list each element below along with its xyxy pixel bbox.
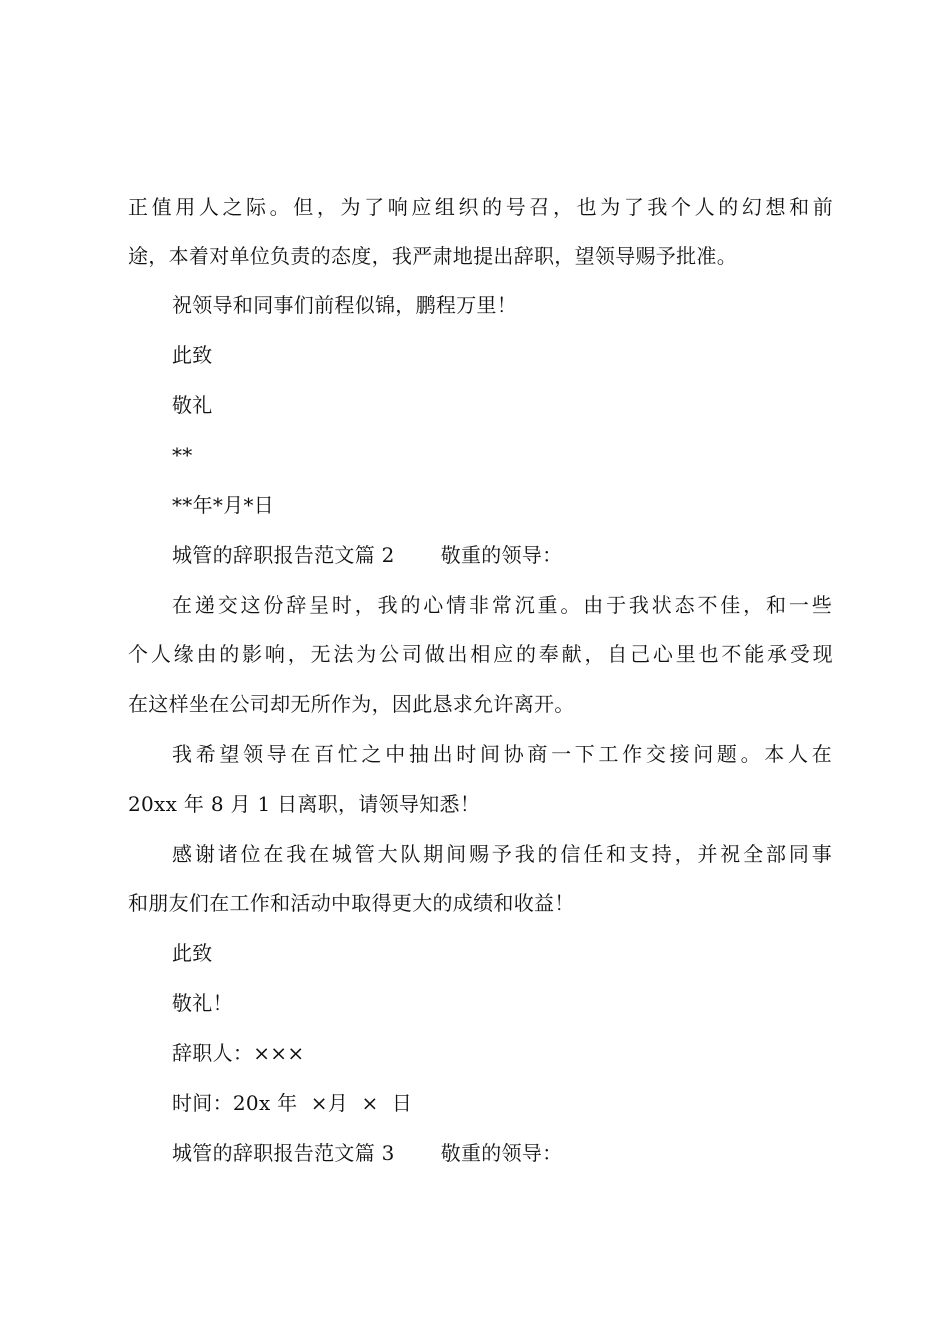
paragraph-2-line-1: 在递交这份辞呈时，我的心情非常沉重。由于我状态不佳，和一些 (172, 593, 832, 617)
closing-2: 此致 (172, 941, 213, 965)
paragraph-4-line-2: 和朋友们在工作和活动中取得更大的成绩和收益！ (128, 891, 575, 915)
salute-2: 敬礼！ (172, 991, 233, 1015)
wish-line: 祝领导和同事们前程似锦，鹏程万里！ (172, 293, 518, 317)
paragraph-3-line-1: 我希望领导在百忙之中抽出时间协商一下工作交接问题。本人在 (172, 742, 832, 766)
section-3-greeting: 敬重的领导： (440, 1141, 563, 1165)
paragraph-3-line-2: 20xx 年 8 月 1 日离职，请领导知悉！ (128, 792, 481, 816)
date-1: **年*月*日 (172, 493, 275, 517)
paragraph-1-line-1: 正值用人之际。但，为了响应组织的号召，也为了我个人的幻想和前 (128, 195, 833, 219)
signature-1: ** (172, 443, 193, 467)
paragraph-1-line-2: 途，本着对单位负责的态度，我严肃地提出辞职，望领导赐予批准。 (128, 244, 737, 268)
paragraph-2-line-3: 在这样坐在公司却无所作为，因此恳求允许离开。 (128, 692, 575, 716)
time-line: 时间：20x 年 ×月 × 日 (172, 1091, 413, 1115)
closing-1: 此致 (172, 343, 213, 367)
section-3-heading (172, 1139, 832, 1167)
section-2-greeting: 敬重的领导： (440, 543, 563, 567)
resigner-line: 辞职人：××× (172, 1041, 305, 1065)
section-3-title: 城管的辞职报告范文篇 3 (172, 1141, 395, 1165)
paragraph-2-line-2: 个人缘由的影响，无法为公司做出相应的奉献，自己心里也不能承受现 (128, 642, 833, 666)
salute-1: 敬礼 (172, 393, 213, 417)
paragraph-4-line-1: 感谢诸位在我在城管大队期间赐予我的信任和支持，并祝全部同事 (172, 842, 832, 866)
section-2-heading (172, 541, 832, 569)
section-2-title: 城管的辞职报告范文篇 2 (172, 543, 395, 567)
